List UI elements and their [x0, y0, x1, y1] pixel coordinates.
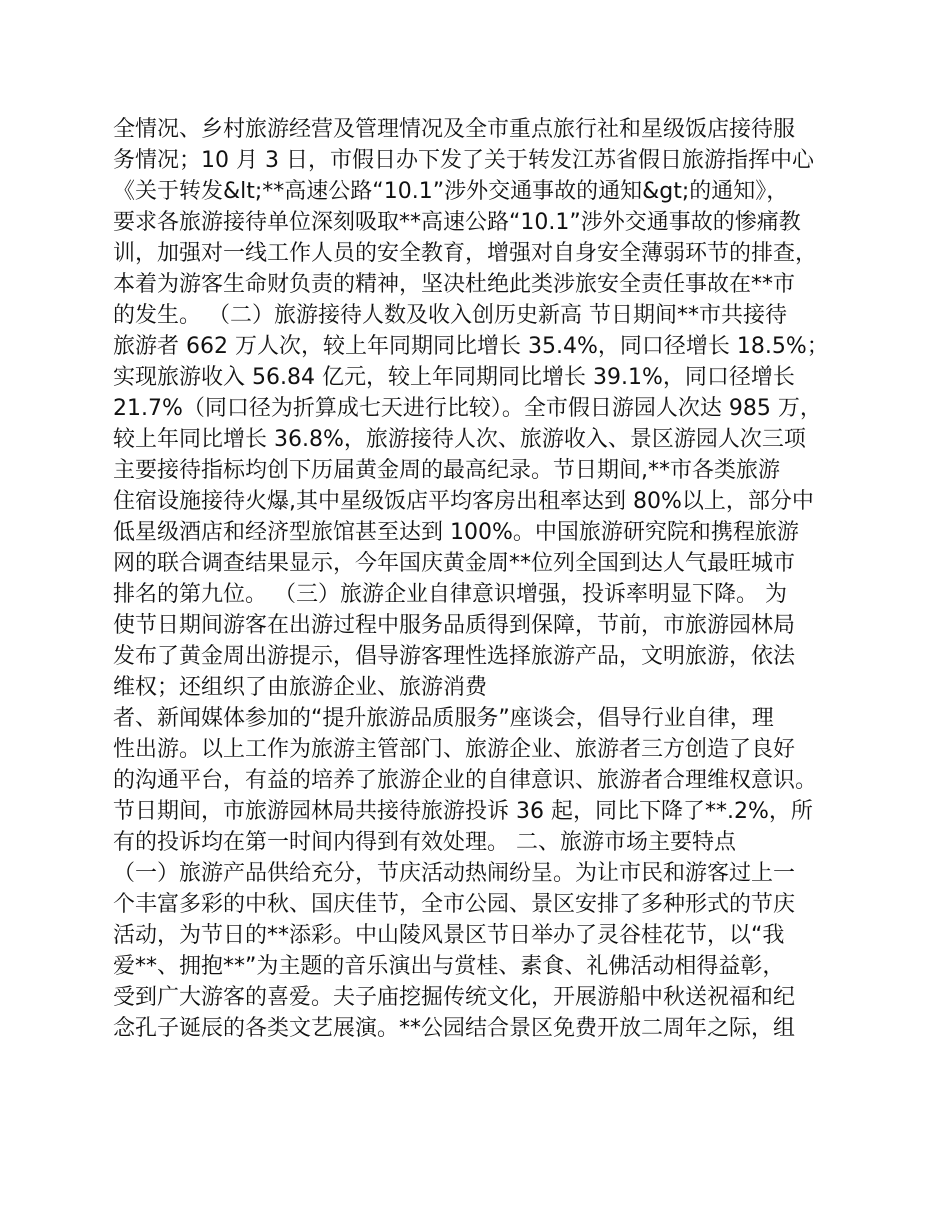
text-line: （一）旅游产品供给充分，节庆活动热闹纷呈。为让市民和游客过上一	[113, 861, 796, 886]
text-line: 性出游。以上工作为旅游主管部门、旅游企业、旅游者三方创造了良好	[113, 737, 796, 762]
document-body	[113, 114, 843, 1044]
text-line: 者、新闻媒体参加的“提升旅游品质服务”座谈会，倡导行业自律，理	[113, 706, 774, 731]
text-line: 住宿设施接待火爆,其中星级饭店平均客房出租率达到 80%以上，部分中	[113, 489, 814, 514]
text-line: 的沟通平台，有益的培养了旅游企业的自律意识、旅游者合理维权意识。	[113, 768, 818, 793]
text-line: 实现旅游收入 56.84 亿元，较上年同期同比增长 39.1%，同口径增长	[113, 365, 795, 390]
text-line: 发布了黄金周出游提示，倡导游客理性选择旅游产品，文明旅游，依法	[113, 644, 796, 669]
text-line: 训，加强对一线工作人员的安全教育，增强对自身安全薄弱环节的排查，	[113, 241, 818, 266]
text-line: 旅游者 662 万人次，较上年同期同比增长 35.4%，同口径增长 18.5%；	[113, 334, 829, 359]
text-line: 爱**、拥抱**”为主题的音乐演出与赏桂、素食、礼佛活动相得益彰，	[113, 954, 785, 979]
text-line: 较上年同比增长 36.8%，旅游接待人次、旅游收入、景区游园人次三项	[113, 427, 806, 452]
text-line: 活动，为节日的**添彩。中山陵风景区节日举办了灵谷桂花节，以“我	[113, 923, 785, 948]
text-line: 的发生。 （二）旅游接待人数及收入创历史新高 节日期间**市共接待	[113, 303, 787, 328]
text-line: 个丰富多彩的中秋、国庆佳节，全市公园、景区安排了多种形式的节庆	[113, 892, 796, 917]
text-line: 使节日期间游客在出游过程中服务品质得到保障，节前，市旅游园林局	[113, 613, 796, 638]
text-line: 全情况、乡村旅游经营及管理情况及全市重点旅行社和星级饭店接待服	[113, 117, 796, 142]
text-line: 《关于转发&lt;**高速公路“10.1”涉外交通事故的通知&gt;的通知》，	[113, 179, 789, 204]
text-line: 念孔子诞辰的各类文艺展演。**公园结合景区免费开放二周年之际，组	[113, 1016, 796, 1041]
text-line: 要求各旅游接待单位深刻吸取**高速公路“10.1”涉外交通事故的惨痛教	[113, 210, 801, 235]
text-line: 低星级酒店和经济型旅馆甚至达到 100%。中国旅游研究院和携程旅游	[113, 520, 799, 545]
text-line: 排名的第九位。 （三）旅游企业自律意识增强，投诉率明显下降。 为	[113, 582, 787, 607]
text-line: 节日期间，市旅游园林局共接待旅游投诉 36 起，同比下降了**.2%，所	[113, 799, 813, 824]
text-line: 务情况；10 月 3 日，市假日办下发了关于转发江苏省假日旅游指挥中心	[113, 148, 814, 173]
text-line: 主要接待指标均创下历届黄金周的最高纪录。节日期间,**市各类旅游	[113, 458, 780, 483]
text-line: 网的联合调查结果显示，今年国庆黄金周**位列全国到达人气最旺城市	[113, 551, 796, 576]
text-line: 21.7%（同口径为折算成七天进行比较）。全市假日游园人次达 985 万，	[113, 396, 822, 421]
text-line: 有的投诉均在第一时间内得到有效处理。 二、旅游市场主要特点	[113, 830, 736, 855]
text-line: 维权；还组织了由旅游企业、旅游消费	[113, 675, 488, 700]
text-line: 受到广大游客的喜爱。夫子庙挖掘传统文化，开展游船中秋送祝福和纪	[113, 985, 796, 1010]
text-line: 本着为游客生命财负责的精神，坚决杜绝此类涉旅安全责任事故在**市	[113, 272, 796, 297]
